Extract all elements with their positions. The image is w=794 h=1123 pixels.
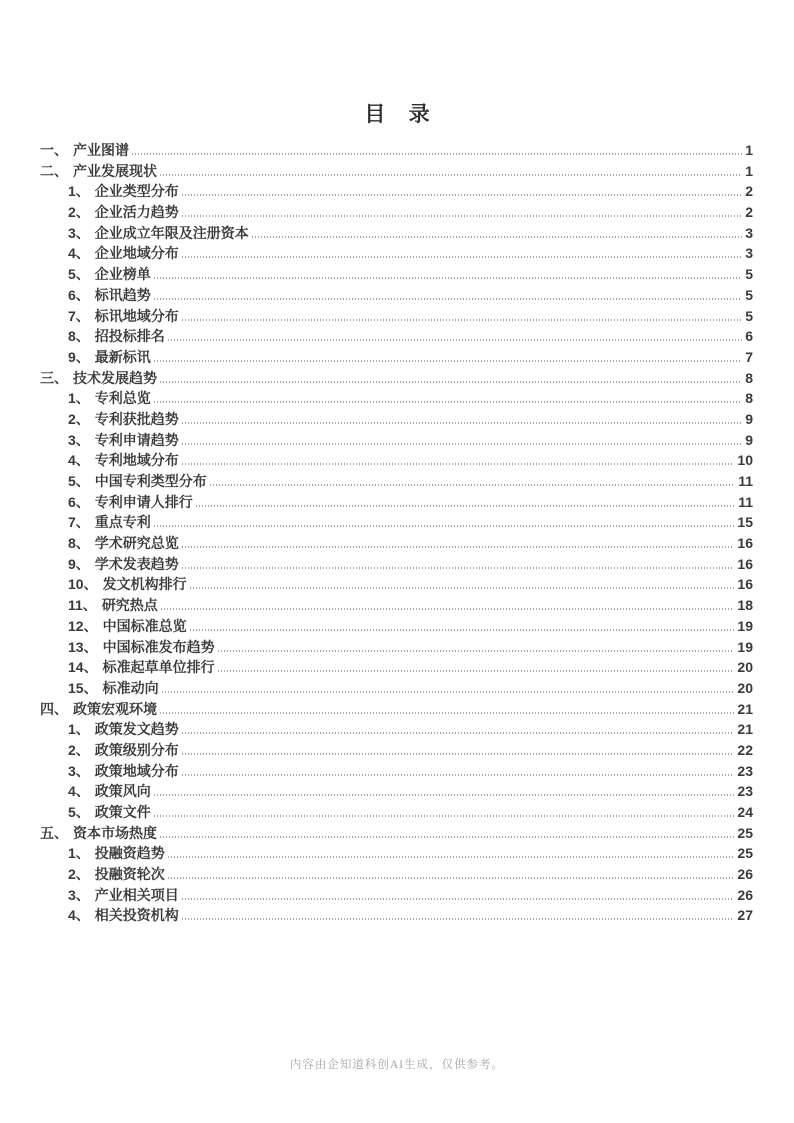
page-title: 目 录 — [364, 102, 439, 126]
toc-entry-label: 政策级别分布 — [94, 741, 179, 758]
toc-entry-label: 学术发表趋势 — [94, 555, 179, 572]
toc-entry-label: 企业地域分布 — [94, 245, 179, 262]
toc-dot-leader — [189, 629, 735, 631]
toc-dot-leader — [181, 194, 742, 196]
toc-entry-page: 19 — [737, 617, 753, 634]
toc-section-entry[interactable] — [40, 823, 753, 844]
toc-sub-entry[interactable] — [40, 781, 753, 802]
toc-dot-leader — [209, 484, 735, 486]
toc-entry-number: 三、 — [40, 369, 68, 386]
toc-sub-entry[interactable] — [40, 657, 753, 678]
toc-entry-page: 16 — [737, 535, 753, 552]
toc-entry-number: 14、 — [68, 659, 98, 676]
toc-entry-number: 4、 — [68, 783, 90, 800]
toc-sub-entry[interactable] — [40, 243, 753, 264]
toc-entry-page: 8 — [745, 369, 753, 386]
toc-entry-number: 7、 — [68, 307, 90, 324]
toc-entry-number: 四、 — [40, 700, 68, 717]
toc-entry-number: 3、 — [68, 431, 90, 448]
toc-dot-leader — [181, 732, 735, 734]
toc-entry-number: 1、 — [68, 183, 90, 200]
toc-sub-entry[interactable] — [40, 430, 753, 451]
toc-sub-entry[interactable] — [40, 719, 753, 740]
toc-entry-label: 产业相关项目 — [94, 886, 179, 903]
toc-entry-page: 18 — [737, 597, 753, 614]
toc-entry-label: 研究热点 — [101, 597, 158, 614]
toc-dot-leader — [195, 505, 735, 507]
toc-entry-label: 发文机构排行 — [102, 576, 187, 593]
toc-sub-entry[interactable] — [40, 843, 753, 864]
toc-sub-entry[interactable] — [40, 512, 753, 533]
toc-entry-page: 21 — [737, 721, 753, 738]
toc-entry-page: 26 — [737, 886, 753, 903]
toc-section-entry[interactable] — [40, 161, 753, 182]
toc-dot-leader — [181, 422, 742, 424]
toc-entry-page: 3 — [745, 224, 753, 241]
toc-entry-label: 标准起草单位排行 — [102, 659, 215, 676]
toc-entry-label: 技术发展趋势 — [73, 369, 157, 386]
toc-entry-label: 企业类型分布 — [94, 183, 179, 200]
toc-dot-leader — [217, 650, 735, 652]
footer-disclaimer: 内容由企知道科创AI生成，仅供参考。 — [289, 1059, 505, 1071]
toc-entry-label: 专利申请人排行 — [94, 493, 193, 510]
toc-entry-label: 产业发展现状 — [73, 162, 157, 179]
toc-dot-leader — [181, 463, 735, 465]
toc-entry-label: 相关投资机构 — [94, 907, 179, 924]
toc-dot-leader — [251, 236, 742, 238]
toc-dot-leader — [181, 898, 735, 900]
toc-entry-number: 8、 — [68, 535, 90, 552]
toc-entry-label: 企业活力趋势 — [94, 204, 179, 221]
toc-dot-leader — [217, 670, 735, 672]
toc-entry-number: 9、 — [68, 555, 90, 572]
toc-entry-label: 标准动向 — [102, 679, 159, 696]
toc-entry-number: 2、 — [68, 866, 90, 883]
toc-entry-number: 2、 — [68, 741, 90, 758]
toc-entry-label: 中国专利类型分布 — [94, 473, 207, 489]
toc-sub-entry[interactable] — [40, 637, 753, 658]
toc-dot-leader — [159, 712, 734, 714]
toc-sub-entry[interactable] — [40, 264, 753, 285]
toc-entry-number: 1、 — [68, 845, 90, 862]
toc-sub-entry[interactable] — [40, 905, 753, 926]
toc-dot-leader — [159, 174, 742, 176]
toc-dot-leader — [153, 794, 735, 796]
toc-entry-page: 6 — [745, 328, 753, 345]
toc-dot-leader — [153, 277, 742, 279]
toc-dot-leader — [181, 546, 735, 548]
toc-entry-label: 政策风向 — [94, 783, 151, 800]
toc-entry-label: 学术研究总览 — [94, 535, 179, 552]
toc-entry-page: 20 — [737, 659, 753, 676]
toc-dot-leader — [181, 774, 735, 776]
toc-sub-entry[interactable] — [40, 326, 753, 347]
toc-entry-label: 政策地域分布 — [94, 762, 179, 779]
toc-dot-leader — [153, 525, 735, 527]
toc-entry-page: 9 — [745, 410, 753, 427]
toc-entry-page: 21 — [737, 700, 753, 717]
toc-entry-number: 8、 — [68, 328, 90, 345]
toc-entry-label: 中国标准发布趋势 — [102, 638, 215, 655]
toc-entry-number: 2、 — [68, 410, 90, 427]
toc-sub-entry[interactable] — [40, 285, 753, 306]
toc-sub-entry[interactable] — [40, 533, 753, 554]
toc-sub-entry[interactable] — [40, 864, 753, 885]
toc-entry-number: 2、 — [68, 204, 90, 221]
toc-entry-label: 中国标准总览 — [102, 617, 187, 634]
toc-entry-number: 4、 — [68, 907, 90, 924]
toc-entry-page: 10 — [737, 452, 753, 469]
toc-sub-entry[interactable] — [40, 202, 753, 223]
toc-dot-leader — [159, 836, 734, 838]
toc-entry-label: 政策发文趋势 — [94, 721, 179, 738]
toc-entry-label: 专利总览 — [94, 390, 151, 407]
toc-sub-entry[interactable] — [40, 802, 753, 823]
toc-entry-label: 资本市场热度 — [73, 824, 157, 841]
toc-dot-leader — [153, 815, 735, 817]
toc-entry-page: 7 — [745, 348, 753, 365]
toc-entry-page: 23 — [737, 762, 753, 779]
toc-entry-page: 19 — [737, 638, 753, 655]
toc-entry-page: 2 — [745, 183, 753, 200]
toc-entry-label: 政策文件 — [94, 804, 151, 820]
toc-sub-entry[interactable] — [40, 450, 753, 471]
toc-entry-page: 27 — [737, 907, 753, 924]
toc-entry-number: 3、 — [68, 886, 90, 903]
toc-entry-page: 16 — [737, 576, 753, 593]
toc-dot-leader — [181, 256, 742, 258]
toc-dot-leader — [159, 381, 742, 383]
toc-entry-page: 1 — [745, 142, 753, 158]
toc-sub-entry[interactable] — [40, 492, 753, 513]
toc-dot-leader — [153, 401, 742, 403]
toc-entry-number: 3、 — [68, 224, 90, 241]
toc-entry-label: 标讯趋势 — [94, 286, 151, 303]
toc-sub-entry[interactable] — [40, 761, 753, 782]
toc-entry-label: 政策宏观环境 — [73, 700, 157, 717]
toc-entry-page: 1 — [745, 162, 753, 179]
toc-sub-entry[interactable] — [40, 223, 753, 244]
toc-dot-leader — [153, 298, 742, 300]
toc-entry-number: 11、 — [68, 597, 97, 614]
toc-dot-leader — [167, 877, 735, 879]
toc-entry-label: 最新标讯 — [94, 348, 151, 365]
toc-entry-number: 5、 — [68, 473, 90, 489]
toc-dot-leader — [161, 691, 735, 693]
toc-entry-label: 招投标排名 — [94, 328, 165, 345]
toc-dot-leader — [189, 587, 735, 589]
toc-entry-number: 12、 — [68, 617, 98, 634]
toc-entry-number: 1、 — [68, 721, 90, 738]
toc-entry-page: 24 — [737, 804, 753, 820]
toc-sub-entry[interactable] — [40, 616, 753, 637]
toc-entry-label: 产业图谱 — [73, 142, 129, 158]
toc-sub-entry[interactable] — [40, 885, 753, 906]
toc-section-entry[interactable] — [40, 140, 753, 161]
toc-entry-number: 5、 — [68, 266, 90, 283]
toc-entry-page: 2 — [745, 204, 753, 221]
toc-dot-leader — [181, 567, 735, 569]
toc-entry-number: 6、 — [68, 493, 90, 510]
toc-dot-leader — [167, 856, 735, 858]
toc-section-entry[interactable] — [40, 368, 753, 389]
toc-sub-entry[interactable] — [40, 471, 753, 492]
toc-dot-leader — [181, 215, 742, 217]
toc-entry-page: 8 — [745, 390, 753, 407]
toc-entry-page: 15 — [737, 514, 753, 531]
toc-entry-number: 13、 — [68, 638, 98, 655]
toc-sub-entry[interactable] — [40, 181, 753, 202]
toc-entry-label: 专利获批趋势 — [94, 410, 179, 427]
toc-entry-number: 一、 — [40, 142, 68, 158]
toc-entry-label: 专利申请趋势 — [94, 431, 179, 448]
toc-entry-page: 25 — [737, 824, 753, 841]
toc-entry-label: 标讯地域分布 — [94, 307, 179, 324]
toc-sub-entry[interactable] — [40, 595, 753, 616]
toc-sub-entry[interactable] — [40, 740, 753, 761]
toc-entry-number: 5、 — [68, 804, 90, 820]
toc-entry-page: 5 — [745, 307, 753, 324]
toc-entry-label: 投融资趋势 — [94, 845, 165, 862]
toc-dot-leader — [153, 360, 742, 362]
toc-entry-page: 16 — [737, 555, 753, 572]
toc-sub-entry[interactable] — [40, 388, 753, 409]
toc-entry-page: 26 — [737, 866, 753, 883]
toc-entry-label: 专利地域分布 — [94, 452, 179, 469]
toc-entry-page: 11 — [738, 493, 753, 510]
toc-entry-number: 五、 — [40, 824, 68, 841]
toc-entry-label: 企业成立年限及注册资本 — [94, 224, 249, 241]
toc-entry-page: 22 — [737, 741, 753, 758]
toc-entry-number: 1、 — [68, 390, 90, 407]
toc-sub-entry[interactable] — [40, 678, 753, 699]
toc-entry-page: 23 — [737, 783, 753, 800]
toc-dot-leader — [181, 918, 735, 920]
toc-list — [40, 140, 753, 926]
toc-entry-number: 4、 — [68, 245, 90, 262]
toc-entry-number: 15、 — [68, 679, 98, 696]
toc-dot-leader — [167, 339, 742, 341]
toc-dot-leader — [131, 153, 742, 155]
toc-sub-entry[interactable] — [40, 409, 753, 430]
toc-dot-leader — [160, 608, 735, 610]
toc-dot-leader — [181, 443, 742, 445]
toc-entry-number: 6、 — [68, 286, 90, 303]
toc-entry-number: 7、 — [68, 514, 90, 531]
toc-entry-number: 9、 — [68, 348, 90, 365]
toc-entry-page: 5 — [745, 266, 753, 283]
toc-entry-label: 企业榜单 — [94, 266, 151, 283]
toc-entry-page: 20 — [737, 679, 753, 696]
toc-entry-number: 3、 — [68, 762, 90, 779]
toc-entry-page: 3 — [745, 245, 753, 262]
toc-section-entry[interactable] — [40, 699, 753, 720]
toc-sub-entry[interactable] — [40, 574, 753, 595]
toc-entry-label: 投融资轮次 — [94, 866, 165, 883]
toc-entry-number: 4、 — [68, 452, 90, 469]
toc-entry-number: 二、 — [40, 162, 68, 179]
toc-entry-page: 9 — [745, 431, 753, 448]
toc-sub-entry[interactable] — [40, 554, 753, 575]
toc-entry-number: 10、 — [68, 576, 98, 593]
toc-entry-page: 11 — [738, 473, 753, 489]
toc-dot-leader — [181, 753, 735, 755]
toc-dot-leader — [181, 319, 742, 321]
toc-entry-page: 25 — [737, 845, 753, 862]
toc-sub-entry[interactable] — [40, 347, 753, 368]
toc-entry-label: 重点专利 — [94, 514, 151, 531]
toc-sub-entry[interactable] — [40, 306, 753, 327]
toc-entry-page: 5 — [745, 286, 753, 303]
